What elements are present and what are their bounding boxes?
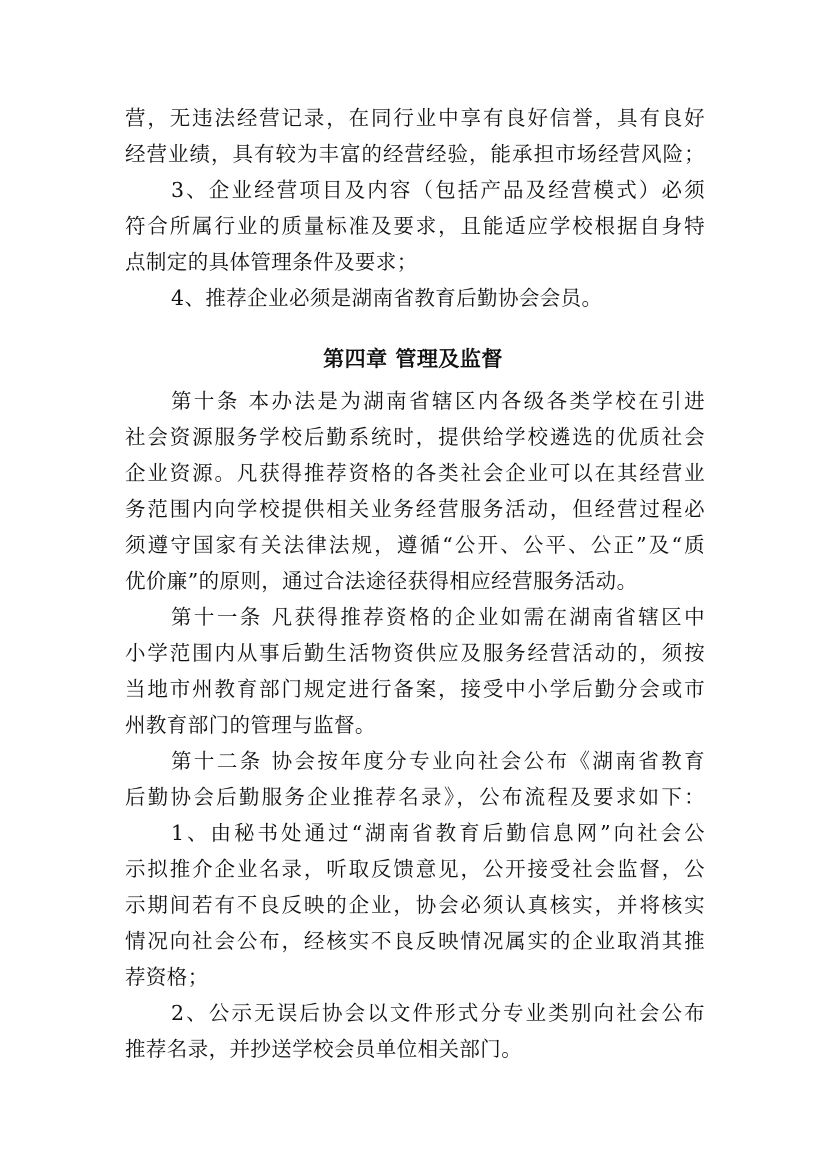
paragraph-line: 第十二条 协会按年度分专业向社会公布《湖南省教育 [171,749,705,773]
paragraph-line: 小学范围内从事后勤生活物资供应及服务经营活动的，须按 [125,641,705,665]
paragraph-line: 优价廉”的原则，通过合法途径获得相应经营服务活动。 [125,569,638,593]
paragraph-line: 示拟推介企业名录，听取反馈意见，公开接受社会监督，公 [125,857,705,881]
chapter-heading: 第四章 管理及监督 [323,347,503,371]
paragraph-line: 符合所属行业的质量标准及要求，且能适应学校根据自身特 [125,214,705,238]
paragraph-line: 1、由秘书处通过“湖南省教育后勤信息网”向社会公 [171,821,705,845]
paragraph-line: 第十一条 凡获得推荐资格的企业如需在湖南省辖区中 [171,605,705,629]
paragraph-line: 示期间若有不良反映的企业，协会必须认真核实，并将核实 [125,893,705,917]
paragraph-line: 2、公示无误后协会以文件形式分专业类别向社会公布 [171,1001,705,1025]
paragraph-line: 社会资源服务学校后勤系统时，提供给学校遴选的优质社会 [125,425,705,449]
paragraph-line: 点制定的具体管理条件及要求； [125,250,418,274]
paragraph-line: 州教育部门的管理与监督。 [125,713,376,737]
paragraph-line: 3、企业经营项目及内容（包括产品及经营模式）必须 [171,178,705,202]
paragraph-line: 营，无违法经营记录，在同行业中享有良好信誉，具有良好 [125,106,705,130]
paragraph-line: 4、推荐企业必须是湖南省教育后勤协会会员。 [171,286,603,310]
paragraph-line: 推荐名录，并抄送学校会员单位相关部门。 [125,1037,523,1061]
paragraph-line: 务范围内向学校提供相关业务经营服务活动，但经营过程必 [125,497,705,521]
paragraph-line: 情况向社会公布，经核实不良反映情况属实的企业取消其推 [125,929,705,953]
paragraph-line: 须遵守国家有关法律法规，遵循“公开、公平、公正”及“质 [125,533,705,557]
paragraph-line: 企业资源。凡获得推荐资格的各类社会企业可以在其经营业 [125,461,705,485]
paragraph-line: 经营业绩，具有较为丰富的经营经验，能承担市场经营风险； [125,142,705,166]
paragraph-line: 第十条 本办法是为湖南省辖区内各级各类学校在引进 [171,389,705,413]
paragraph-line: 后勤协会后勤服务企业推荐名录》，公布流程及要求如下： [125,785,705,809]
paragraph-line: 荐资格； [125,965,209,989]
paragraph-line: 当地市州教育部门规定进行备案，接受中小学后勤分会或市 [125,677,705,701]
